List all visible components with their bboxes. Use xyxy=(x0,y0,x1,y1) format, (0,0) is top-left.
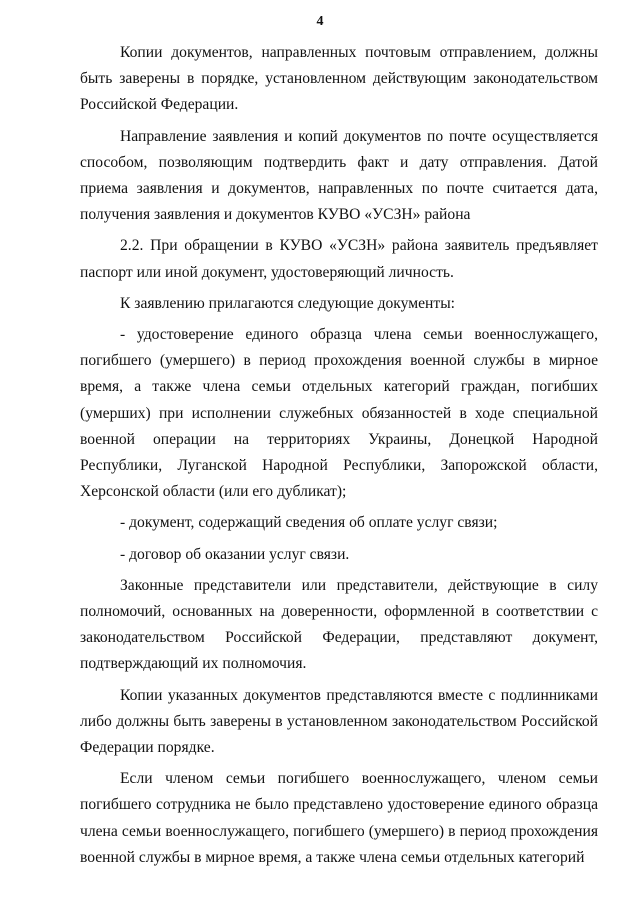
paragraph-section-2-2: 2.2. При обращении в КУВО «УСЗН» района заявитель предъявляет паспорт или иной документ, удостоверяющий личность. xyxy=(80,237,598,281)
paragraph-legal-representatives: Законные представители или представители, действующие в силу полномочий, основанных на доверенности, оформленной в соответствии с законодательством Российской Федерации, представляют документ, подтверждающий их полномочия. xyxy=(80,576,598,673)
list-item-certificate: - удостоверение единого образца члена семьи военнослужащего, погибшего (умершего) в период прохождения военной службы в мирное время, а также члена семьи отдельных категорий граждан, погибших (умерших) при исполнении служебных обязанностей в ходе специальной военной операции на территориях Украины, Донецкой Народной Республики, Луганской Народной Республики, Запорожской области, Херсонской области (или его дубликат); xyxy=(80,326,598,501)
list-item-payment-document: - документ, содержащий сведения об оплате услуг связи; xyxy=(120,514,498,532)
paragraph-copies-by-mail: Копии документов, направленных почтовым отправлением, должны быть заверены в порядке, установленном действующим законодательством Российской Федерации. xyxy=(80,44,598,114)
document-body xyxy=(80,40,598,871)
paragraph-mail-sending: Направление заявления и копий документов по почте осуществляется способом, позволяющим подтвердить факт и дату отправления. Датой приема заявления и документов, направленных по почте считается дата, получения заявления и документов КУВО «УСЗН» района xyxy=(80,127,598,224)
paragraph-copies-with-originals: Копии указанных документов представляются вместе с подлинниками либо должны быть заверены в установленном законодательством Российской Федерации порядке. xyxy=(80,686,598,757)
paragraph-documents-intro: К заявлению прилагаются следующие документы: xyxy=(120,294,456,312)
page-number: 4 xyxy=(316,14,324,29)
paragraph-if-certificate-missing: Если членом семьи погибшего военнослужащего, членом семьи погибшего сотрудника не было представлено удостоверение единого образца члена семьи военнослужащего, погибшего (умершего) в период прохождения военной службы в мирное время, а также члена семьи отдельных категорий xyxy=(80,770,598,866)
list-item-contract: - договор об оказании услуг связи. xyxy=(120,545,350,563)
